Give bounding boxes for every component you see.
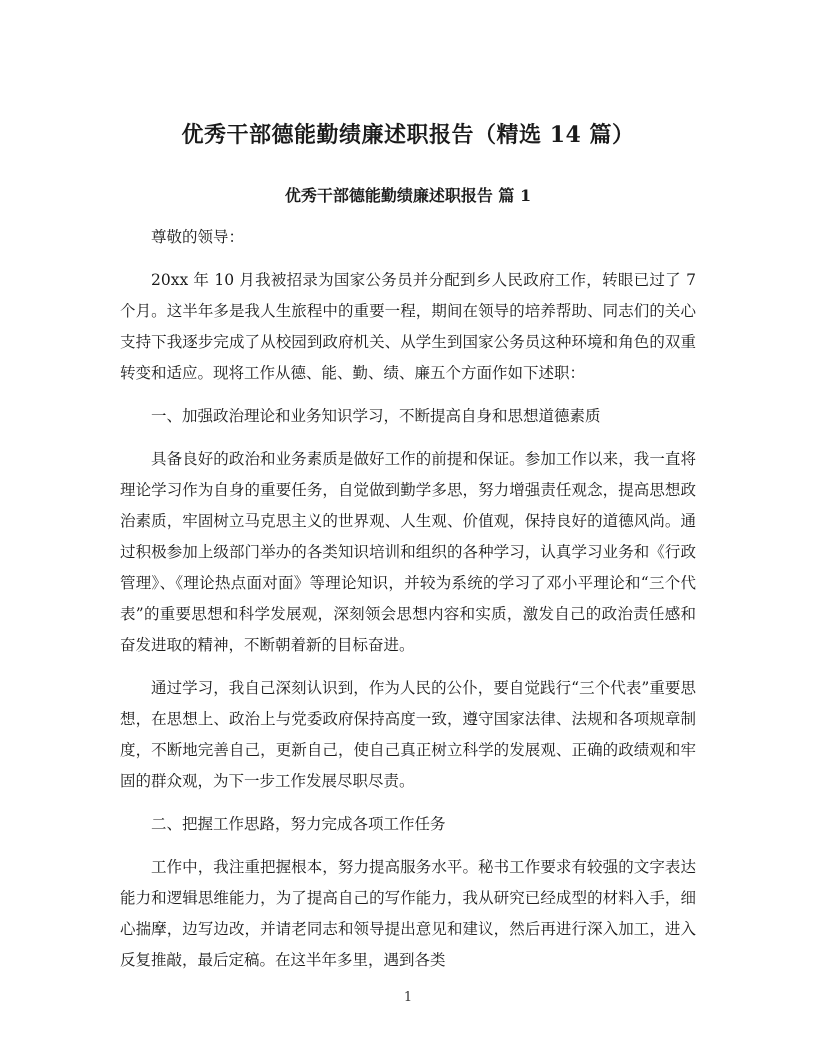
section-heading-1: 一、加强政治理论和业务知识学习，不断提高自身和思想道德素质 — [151, 407, 601, 425]
page-number: 1 — [403, 990, 413, 1005]
section-heading-2: 二、把握工作思路，努力完成各项工作任务 — [151, 815, 446, 833]
paragraph: 通过学习，我自己深刻认识到，作为人民的公仆，要自觉践行“三个代表”重要思想，在思想上、政治上与党委政府保持高度一致，遵守国家法律、法规和各项规章制度，不断地完善自己，更新自己，使自己真正树立科学的发展观、正确的政绩观和牢固的群众观，为下一步工作发展尽职尽责。 — [120, 679, 696, 790]
paragraph: 具备良好的政治和业务素质是做好工作的前提和保证。参加工作以来，我一直将理论学习作为自身的重要任务，自觉做到勤学多思，努力增强责任观念，提高思想政治素质，牢固树立马克思主义的世界观、人生观、价值观，保持良好的道德风尚。通过积极参加上级部门举办的各类知识培训和组织的各种学习，认真学习业务和《行政管理》、《理论热点面对面》等理论知识，并较为系统的学习了邓小平理论和“三个代表”的重要思想和科学发展观，深刻领会思想内容和实质，激发自己的政治责任感和奋发进取的精神，不断朝着新的目标奋进。 — [120, 450, 696, 654]
paragraph: 工作中，我注重把握根本，努力提高服务水平。秘书工作要求有较强的文字表达能力和逻辑思维能力，为了提高自己的写作能力，我从研究已经成型的材料入手，细心揣摩，边写边改，并请老同志和领导提出意见和建议，然后再进行深入加工，进入反复推敲，最后定稿。在这半年多里，遇到各类 — [120, 858, 696, 969]
document-title: 优秀干部德能勤绩廉述职报告（精选 14 篇） — [181, 122, 635, 148]
salutation: 尊敬的领导： — [151, 228, 245, 246]
section-heading: 优秀干部德能勤绩廉述职报告 篇 1 — [284, 186, 532, 205]
document-body — [120, 222, 696, 988]
paragraph: 20xx 年 10 月我被招录为国家公务员并分配到乡人民政府工作，转眼已过了 7 个月。这半年多是我人生旅程中的重要一程，期间在领导的培养帮助、同志们的关心支持下我逐步完成了从校园到政府机关、从学生到国家公务员这种环境和角色的双重转变和适应。现将工作从德、能、勤、绩、廉五个方面作如下述职： — [120, 271, 696, 382]
